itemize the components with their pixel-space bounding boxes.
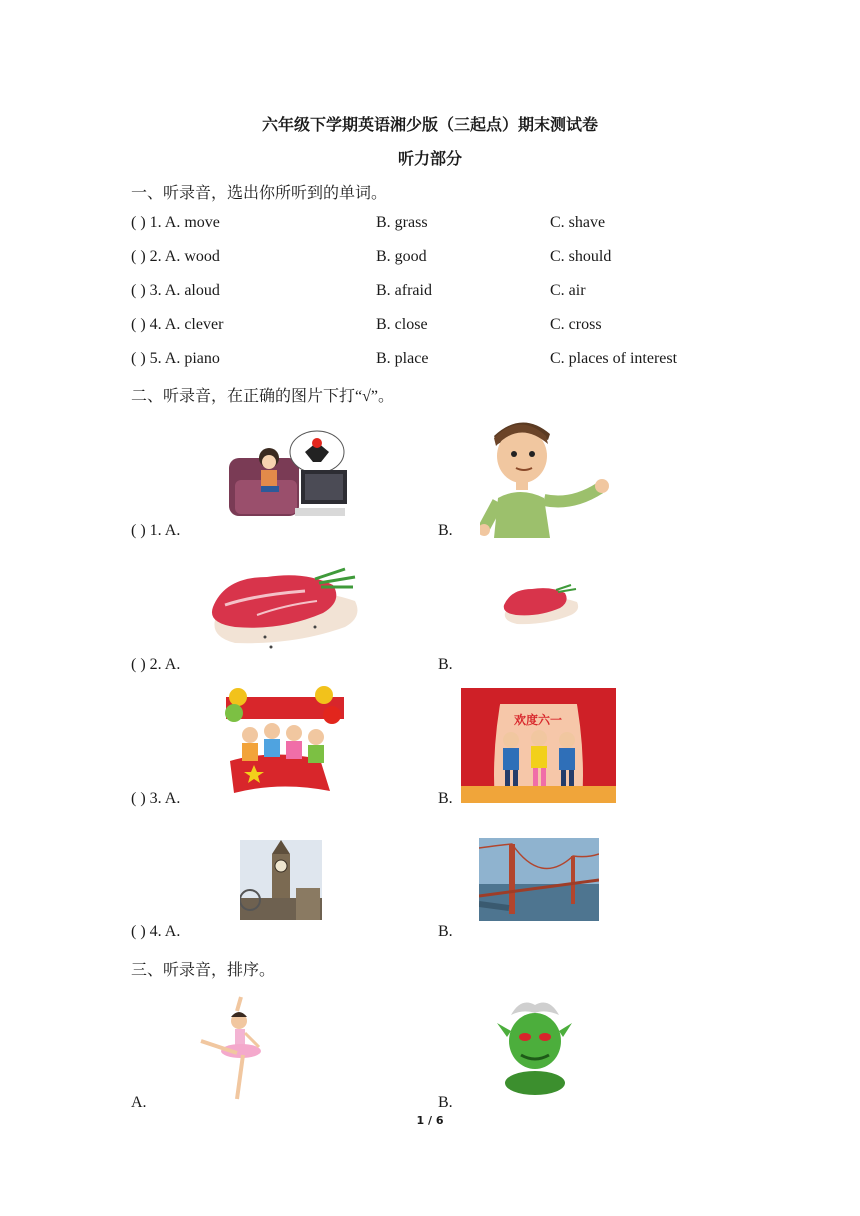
question-2-3-option-a: ( ) 3. A.: [131, 790, 181, 807]
question-3-option-b: B. afraid: [376, 282, 432, 299]
question-2-option-b: B. good: [376, 248, 427, 265]
page-subtitle: 听力部分: [397, 151, 462, 168]
big-ben-photo: [240, 840, 322, 920]
question-1-option-b: B. grass: [376, 214, 428, 231]
national-day-children-picture: [220, 683, 350, 801]
question-4-option-c: C. cross: [550, 316, 602, 333]
question-2-4-option-a: ( ) 4. A.: [131, 923, 181, 940]
question-5-option-b: B. place: [376, 350, 429, 367]
question-3-option-c: C. air: [550, 282, 586, 299]
childrens-day-stage-picture: [461, 688, 616, 803]
question-1-option-a: ( ) 1. A. move: [131, 214, 220, 231]
page-title: 六年级下学期英语湘少版（三起点）期末测试卷: [261, 117, 598, 134]
section-heading-2: 二、听录音，在正确的图片下打“√”。: [131, 388, 394, 405]
question-2-4-option-b: B.: [438, 923, 453, 940]
section-heading-1: 一、听录音，选出你所听到的单词。: [131, 185, 388, 202]
boy-shrugging-picture: [480, 410, 615, 538]
question-1-option-c: C. shave: [550, 214, 606, 231]
page-number: 1 / 6: [416, 1114, 444, 1127]
small-steak-picture: [501, 583, 581, 633]
question-2-option-c: C. should: [550, 248, 612, 265]
question-2-2-option-a: ( ) 2. A.: [131, 656, 181, 673]
question-5-option-a: ( ) 5. A. piano: [131, 350, 220, 367]
golden-gate-bridge-photo: [479, 838, 599, 921]
question-2-2-option-b: B.: [438, 656, 453, 673]
question-2-3-option-b: B.: [438, 790, 453, 807]
large-steak-picture: [205, 565, 365, 660]
question-2-option-a: ( ) 2. A. wood: [131, 248, 220, 265]
question-3-option-a: ( ) 3. A. aloud: [131, 282, 220, 299]
question-5-option-c: C. places of interest: [550, 350, 678, 367]
question-4-option-a: ( ) 4. A. clever: [131, 316, 224, 333]
question-4-option-b: B. close: [376, 316, 428, 333]
stage-banner-text: 欢度六一: [513, 713, 563, 727]
part3-option-a: A.: [131, 1094, 147, 1111]
question-2-1-option-a: ( ) 1. A.: [131, 522, 181, 539]
ballet-dancer-picture: [195, 995, 275, 1101]
girl-watching-scary-tv-picture: [225, 428, 350, 520]
question-2-1-option-b: B.: [438, 522, 453, 539]
section-heading-3: 三、听录音，排序。: [131, 962, 276, 979]
green-monster-picture: [497, 997, 572, 1097]
part3-option-b: B.: [438, 1094, 453, 1111]
